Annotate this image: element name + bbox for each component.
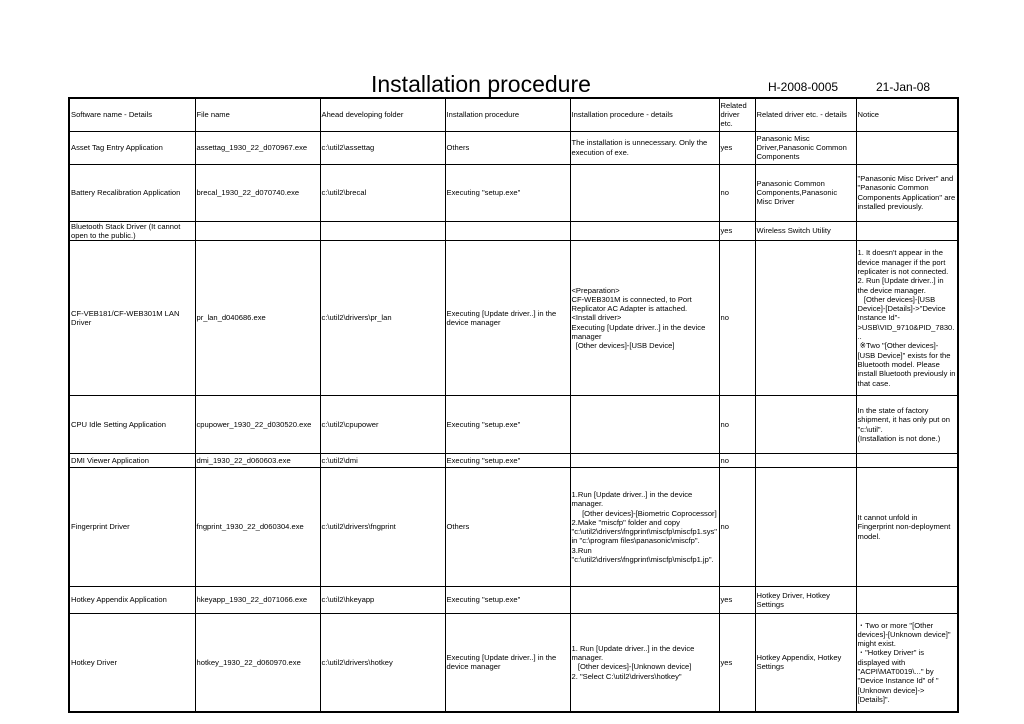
notice-cell — [856, 587, 958, 614]
related-cell: yes — [719, 614, 755, 712]
notice-cell — [856, 454, 958, 468]
column-header: Related driver etc. - details — [755, 98, 856, 131]
folder-cell: c:\util2\drivers\hotkey — [320, 614, 445, 712]
column-header: Ahead developing folder — [320, 98, 445, 131]
installation-table — [68, 97, 959, 713]
related-details-cell — [755, 241, 856, 396]
software-name-cell: Battery Recalibration Application — [69, 164, 195, 221]
table-row — [69, 454, 958, 468]
folder-cell: c:\util2\drivers\pr_lan — [320, 241, 445, 396]
notice-cell: ・Two or more "[Other devices]-[Unknown device]" might exist. ・"Hotkey Driver" is displayed with "ACPI\MAT0019\..." by "Device Instance Id" of "[Unknown device]->[Details]". — [856, 614, 958, 712]
document-date: 21-Jan-08 — [876, 80, 931, 94]
software-name-cell: Asset Tag Entry Application — [69, 131, 195, 164]
software-name-cell: CF-VEB181/CF-WEB301M LAN Driver — [69, 241, 195, 396]
procedure-cell: Executing "setup.exe" — [445, 587, 570, 614]
folder-cell: c:\util2\dmi — [320, 454, 445, 468]
file-name-cell: assettag_1930_22_d070967.exe — [195, 131, 320, 164]
file-name-cell — [195, 221, 320, 241]
notice-cell — [856, 131, 958, 164]
file-name-cell: hotkey_1930_22_d060970.exe — [195, 614, 320, 712]
table-row — [69, 587, 958, 614]
software-name-cell: DMI Viewer Application — [69, 454, 195, 468]
table-row — [69, 164, 958, 221]
notice-cell: 1. It doesn't appear in the device manager if the port replicater is not connected. 2. Run [Update driver..] in the device manager. [Other devices]-[USB Device]-[Details]->"Device Instance Id"- >USB\VID_9710&PID_7830... ※Two "[Other devices]-[USB Device]" exists for the Bluetooth model. Please install Bluetooth previously in that case. — [856, 241, 958, 396]
procedure-details-cell: 1.Run [Update driver..] in the device manager. [Other devices]-[Biometric Coprocessor] 2.Make "miscfp" folder and copy "c:\util2\drivers\fngprint\miscfp\miscfp1.sys" in "c:\program files\panasonic\miscfp". 3.Run "c:\util2\drivers\fngprint\miscfp\miscfp1.jp". — [570, 468, 719, 587]
procedure-cell: Executing "setup.exe" — [445, 164, 570, 221]
file-name-cell: hkeyapp_1930_22_d071066.exe — [195, 587, 320, 614]
procedure-details-cell — [570, 164, 719, 221]
file-name-cell: brecal_1930_22_d070740.exe — [195, 164, 320, 221]
table-row — [69, 131, 958, 164]
related-details-cell: Hotkey Driver, Hotkey Settings — [755, 587, 856, 614]
related-cell: no — [719, 241, 755, 396]
table-row — [69, 241, 958, 396]
document-number: H-2008-0005 — [768, 80, 839, 94]
notice-cell — [856, 221, 958, 241]
folder-cell — [320, 221, 445, 241]
related-cell: no — [719, 468, 755, 587]
column-header: Installation procedure — [445, 98, 570, 131]
procedure-details-cell — [570, 396, 719, 454]
related-details-cell: Panasonic Misc Driver,Panasonic Common Components — [755, 131, 856, 164]
file-name-cell: cpupower_1930_22_d030520.exe — [195, 396, 320, 454]
procedure-details-cell: 1. Run [Update driver..] in the device manager. [Other devices]-[Unknown device] 2. "Select C:\util2\drivers\hotkey" — [570, 614, 719, 712]
procedure-details-cell: <Preparation> CF-WEB301M is connected, to Port Replicator AC Adapter is attached. <Install driver> Executing [Update driver..] in the device manager [Other devices]-[USB Device] — [570, 241, 719, 396]
procedure-cell — [445, 221, 570, 241]
folder-cell: c:\util2\brecal — [320, 164, 445, 221]
software-name-cell: Fingerprint Driver — [69, 468, 195, 587]
file-name-cell: pr_lan_d040686.exe — [195, 241, 320, 396]
related-details-cell: Wireless Switch Utility — [755, 221, 856, 241]
table-row — [69, 396, 958, 454]
procedure-cell: Others — [445, 468, 570, 587]
procedure-details-cell — [570, 587, 719, 614]
procedure-cell: Executing [Update driver..] in the device manager — [445, 614, 570, 712]
table-row — [69, 468, 958, 587]
folder-cell: c:\util2\cpupower — [320, 396, 445, 454]
related-cell: no — [719, 454, 755, 468]
column-header: Related driver etc. — [719, 98, 755, 131]
column-header: File name — [195, 98, 320, 131]
table-header-row — [69, 98, 958, 131]
notice-cell: It cannot unfold in Fingerprint non-deployment model. — [856, 468, 958, 587]
table-row — [69, 614, 958, 712]
notice-cell: In the state of factory shipment, it has only put on "c:\util". (Installation is not done.) — [856, 396, 958, 454]
folder-cell: c:\util2\hkeyapp — [320, 587, 445, 614]
related-cell: yes — [719, 131, 755, 164]
related-details-cell — [755, 396, 856, 454]
page-title: Installation procedure — [371, 71, 591, 97]
procedure-cell: Executing "setup.exe" — [445, 454, 570, 468]
file-name-cell: dmi_1930_22_d060603.exe — [195, 454, 320, 468]
folder-cell: c:\util2\drivers\fngprint — [320, 468, 445, 587]
related-cell: no — [719, 164, 755, 221]
folder-cell: c:\util2\assettag — [320, 131, 445, 164]
related-details-cell: Panasonic Common Components,Panasonic Misc Driver — [755, 164, 856, 221]
procedure-cell: Executing "setup.exe" — [445, 396, 570, 454]
procedure-details-cell: The installation is unnecessary. Only the execution of exe. — [570, 131, 719, 164]
file-name-cell: fngprint_1930_22_d060304.exe — [195, 468, 320, 587]
column-header: Installation procedure - details — [570, 98, 719, 131]
software-name-cell: Hotkey Appendix Application — [69, 587, 195, 614]
software-name-cell: Hotkey Driver — [69, 614, 195, 712]
procedure-details-cell — [570, 454, 719, 468]
procedure-details-cell — [570, 221, 719, 241]
table-row — [69, 221, 958, 241]
column-header: Notice — [856, 98, 958, 131]
column-header: Software name - Details — [69, 98, 195, 131]
related-cell: yes — [719, 587, 755, 614]
related-cell: no — [719, 396, 755, 454]
related-cell: yes — [719, 221, 755, 241]
related-details-cell — [755, 454, 856, 468]
software-name-cell: CPU Idle Setting Application — [69, 396, 195, 454]
software-name-cell: Bluetooth Stack Driver (It cannot open to the public.) — [69, 221, 195, 241]
related-details-cell — [755, 468, 856, 587]
related-details-cell: Hotkey Appendix, Hotkey Settings — [755, 614, 856, 712]
notice-cell: "Panasonic Misc Driver" and "Panasonic Common Components Application" are installed previously. — [856, 164, 958, 221]
procedure-cell: Executing [Update driver..] in the device manager — [445, 241, 570, 396]
procedure-cell: Others — [445, 131, 570, 164]
